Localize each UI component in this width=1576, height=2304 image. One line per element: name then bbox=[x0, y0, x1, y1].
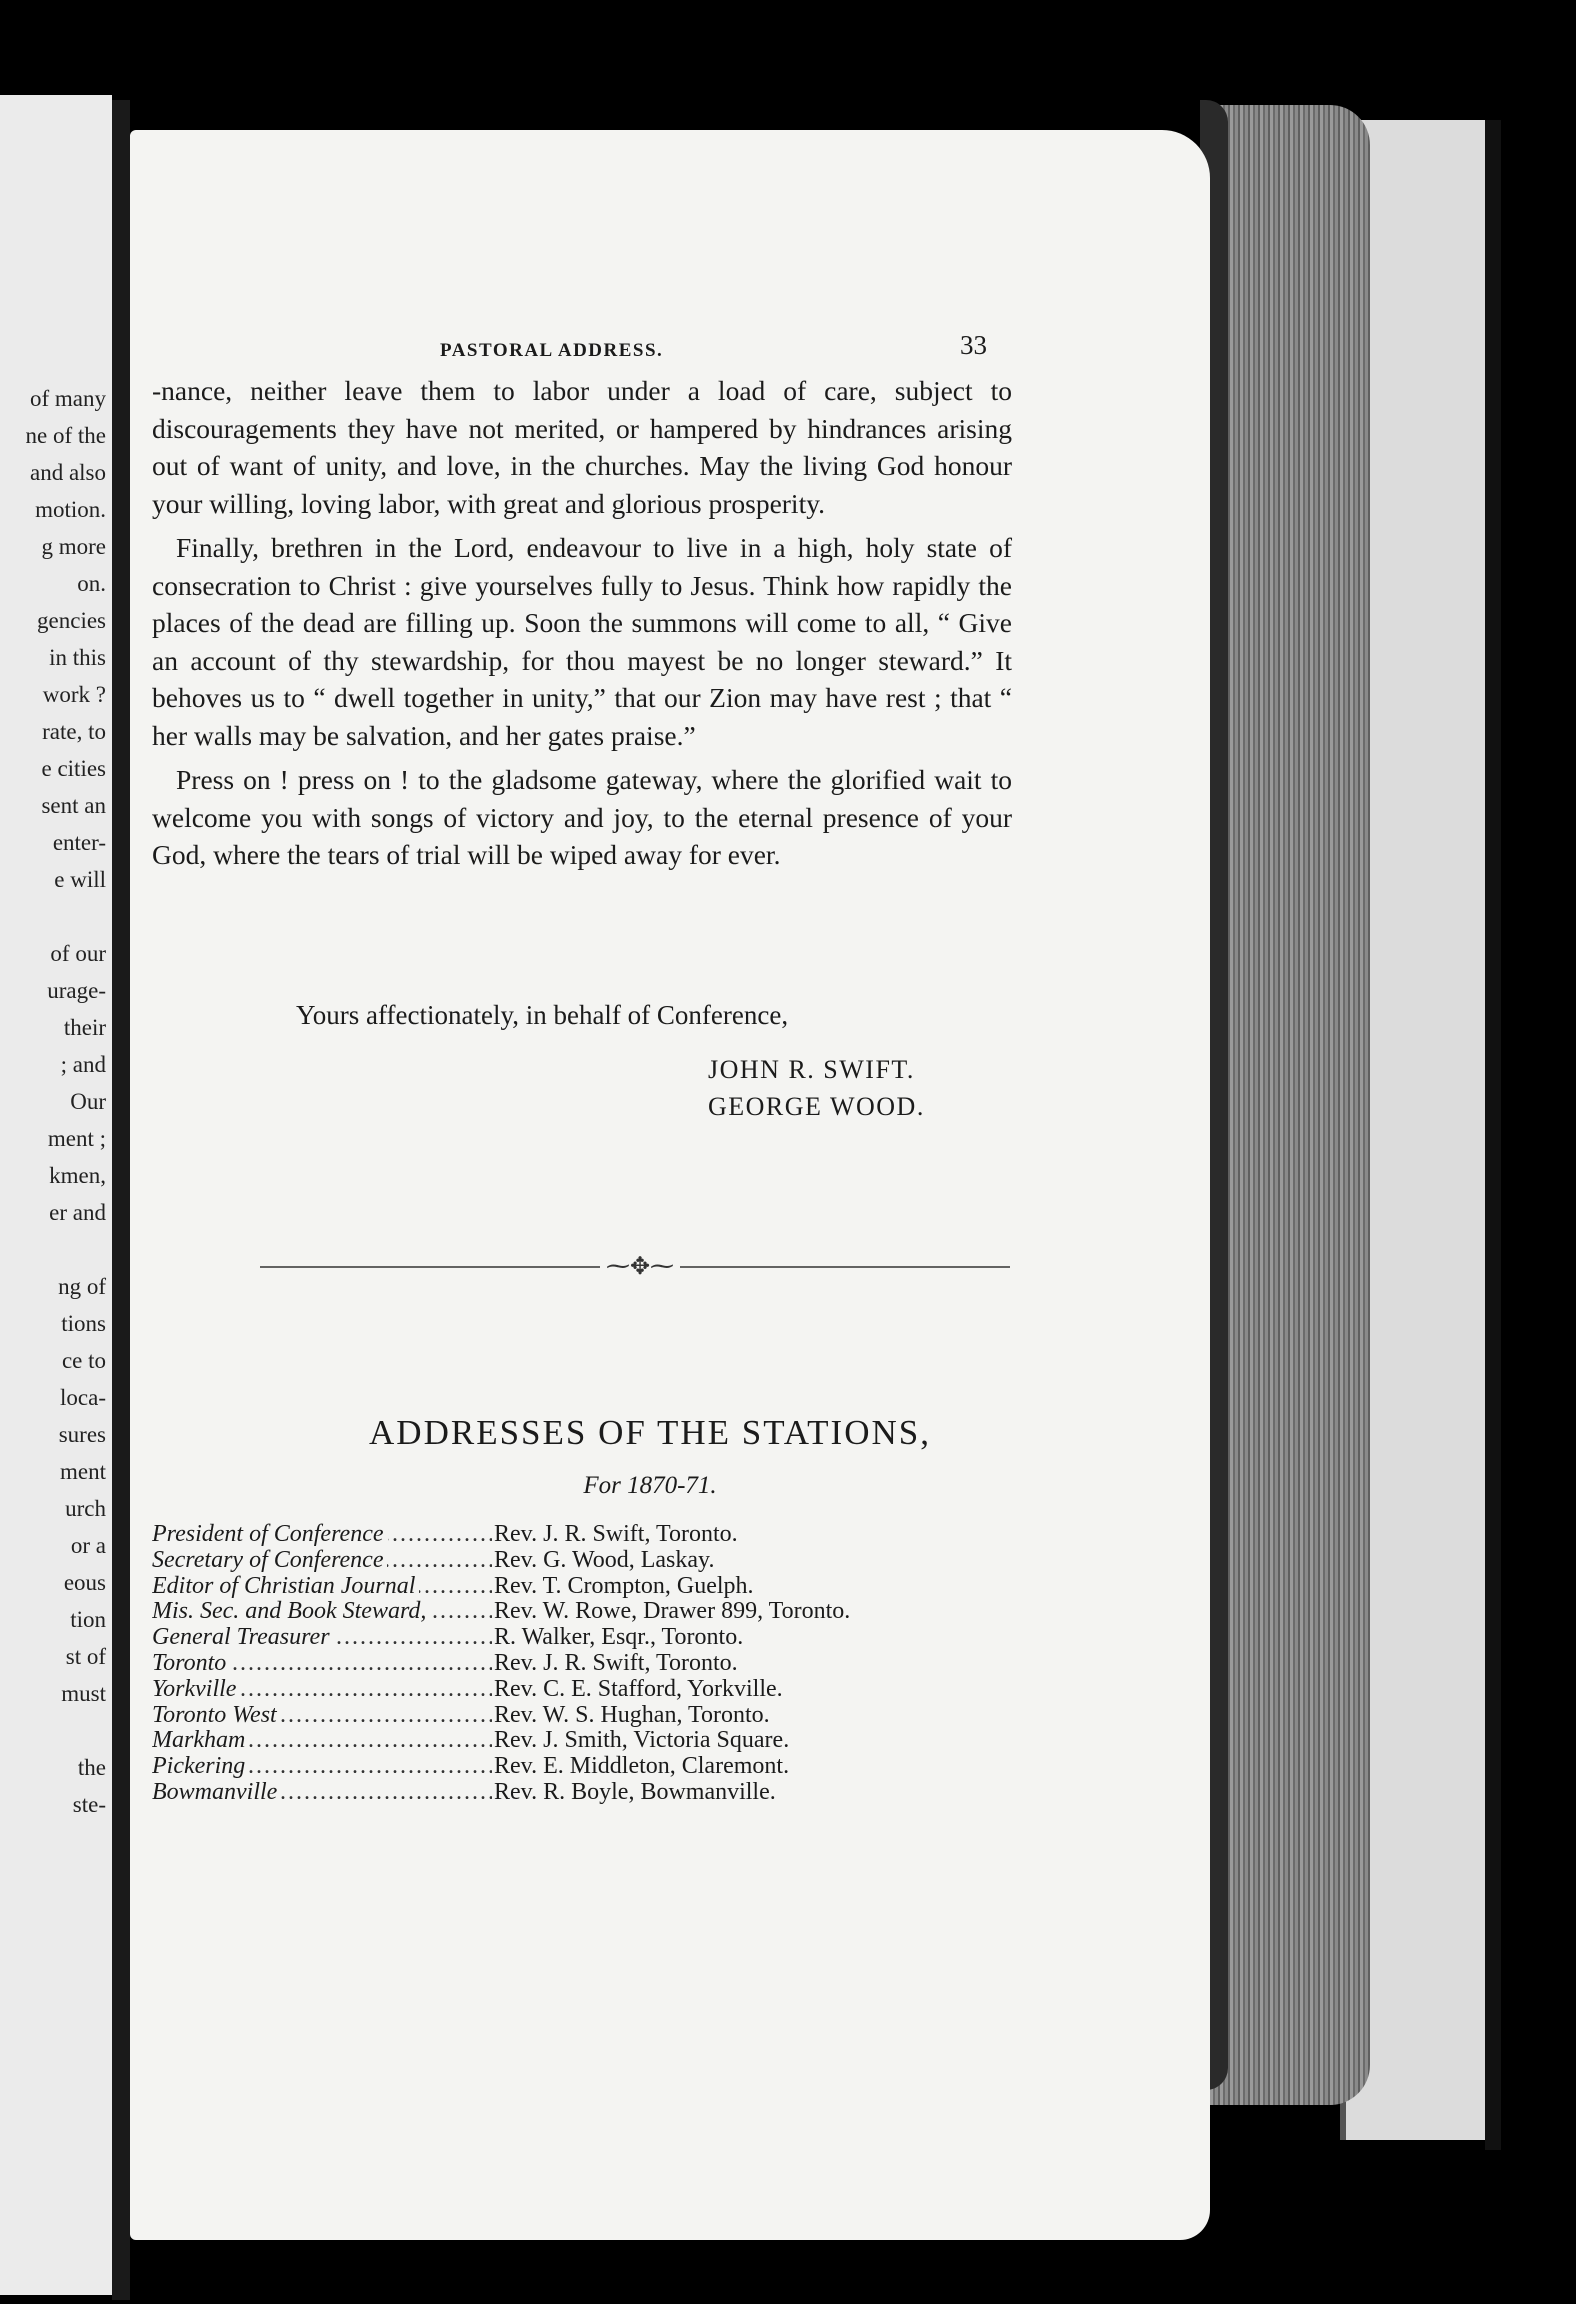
station-role-label: Secretary of Conference bbox=[152, 1548, 387, 1573]
station-role-label: Markham bbox=[152, 1728, 249, 1753]
signature-name: GEORGE WOOD. bbox=[708, 1092, 925, 1121]
station-role bbox=[152, 1703, 492, 1729]
cover-shadow bbox=[1485, 120, 1501, 2150]
station-role bbox=[152, 1625, 492, 1651]
address-body bbox=[152, 372, 1012, 874]
station-role bbox=[152, 1677, 492, 1703]
right-page bbox=[130, 130, 1210, 2240]
station-role-label: President of Conference bbox=[152, 1522, 388, 1547]
left-page-fragment-line: kmen, bbox=[49, 1163, 106, 1188]
section-title: ADDRESSES OF THE STATIONS, bbox=[369, 1413, 931, 1452]
page-number: 33 bbox=[960, 330, 987, 360]
station-row bbox=[152, 1780, 1052, 1806]
station-role-label: Mis. Sec. and Book Steward, bbox=[152, 1599, 430, 1624]
station-row bbox=[152, 1625, 1052, 1651]
left-page-fragment-line: Our bbox=[70, 1089, 106, 1114]
left-page-fragment-line: ng of bbox=[58, 1274, 106, 1299]
running-head: PASTORAL ADDRESS. bbox=[440, 340, 664, 361]
station-role bbox=[152, 1651, 492, 1677]
station-minister: Rev. G. Wood, Laskay. bbox=[494, 1546, 715, 1573]
station-role bbox=[152, 1754, 492, 1780]
station-role bbox=[152, 1548, 492, 1574]
station-minister: Rev. T. Crompton, Guelph. bbox=[494, 1572, 754, 1599]
left-page-text-fragments bbox=[26, 380, 106, 1823]
station-row bbox=[152, 1574, 1052, 1600]
left-page-fragment-line: or a bbox=[70, 1533, 106, 1558]
left-page-fragment-line: st of bbox=[65, 1644, 106, 1669]
left-page-fragment-line: eous bbox=[63, 1570, 106, 1595]
left-page-fragment-line: in this bbox=[49, 645, 106, 670]
station-row bbox=[152, 1677, 1052, 1703]
station-minister: Rev. W. S. Hughan, Toronto. bbox=[494, 1701, 770, 1728]
station-role-label: Toronto West bbox=[152, 1703, 281, 1728]
left-page-fragment-line bbox=[26, 1712, 106, 1749]
station-minister: R. Walker, Esqr., Toronto. bbox=[494, 1624, 744, 1651]
station-row bbox=[152, 1754, 1052, 1780]
station-role-label: General Treasurer bbox=[152, 1625, 334, 1650]
left-page-fragment-line: of many bbox=[29, 386, 106, 411]
left-page-fragment-line: urch bbox=[65, 1496, 106, 1521]
station-row bbox=[152, 1548, 1052, 1574]
page-edges bbox=[1205, 105, 1370, 2105]
left-page-fragment-line: of our bbox=[50, 941, 106, 966]
paragraph: Finally, brethren in the Lord, endeavour to live in a high, holy state of consecration to Christ : give yourselves fully to Jesus. Think how rapidly the places of the dead are filling up. Soon the summons will come to all, “ Give an account of thy stewardship, for thou mayest be no longer steward.” It behoves us to “ dwell together in unity,” that our Zion may have rest ; that “ her walls may be salvation, and her gates praise.” bbox=[152, 532, 1012, 751]
station-minister: Rev. W. Rowe, Drawer 899, Toronto. bbox=[494, 1598, 851, 1625]
left-page-fragment-line: rate, to bbox=[42, 719, 106, 744]
station-row bbox=[152, 1703, 1052, 1729]
closing-line: Yours affectionately, in behalf of Conference, bbox=[296, 1000, 789, 1030]
station-role-label: Pickering bbox=[152, 1754, 249, 1779]
ornamental-divider bbox=[230, 1252, 1050, 1282]
left-page-fragment-line: ; and bbox=[60, 1052, 106, 1077]
station-minister: Rev. J. Smith, Victoria Square. bbox=[494, 1727, 790, 1754]
section-subtitle: For 1870-71. bbox=[583, 1472, 717, 1499]
station-role-label: Bowmanville bbox=[152, 1780, 281, 1805]
page-header bbox=[130, 330, 1210, 370]
left-page-fragment-line: loca- bbox=[60, 1385, 106, 1410]
station-row bbox=[152, 1728, 1052, 1754]
left-page-fragment-line: the bbox=[77, 1755, 106, 1780]
left-page-fragment-line: on. bbox=[77, 571, 106, 596]
book-gutter bbox=[112, 100, 130, 2300]
left-page-fragment-line: tions bbox=[61, 1311, 106, 1336]
left-page-fragment-line: their bbox=[63, 1015, 106, 1040]
station-role bbox=[152, 1574, 492, 1600]
station-minister: Rev. R. Boyle, Bowmanville. bbox=[494, 1778, 776, 1805]
station-row bbox=[152, 1522, 1052, 1548]
left-page-fragment-line: urage- bbox=[47, 978, 106, 1003]
station-role-label: Toronto bbox=[152, 1651, 230, 1676]
left-page-fragment-line: ment ; bbox=[47, 1126, 106, 1151]
station-role bbox=[152, 1599, 492, 1625]
paragraph: Press on ! press on ! to the gladsome gateway, where the glorified wait to welcome you with songs of victory and joy, to the eternal presence of your God, where the tears of trial will be wiped away for ever. bbox=[152, 764, 1012, 870]
stations-list bbox=[152, 1522, 1052, 1806]
left-page-fragment-line bbox=[26, 1231, 106, 1268]
left-page-fragment-line: sent an bbox=[41, 793, 106, 818]
left-page-fragment-line: ne of the bbox=[25, 423, 106, 448]
left-page-fragment-line: e cities bbox=[41, 756, 106, 781]
station-minister: Rev. E. Middleton, Claremont. bbox=[494, 1753, 790, 1780]
left-page-fragment-line: ce to bbox=[61, 1348, 106, 1373]
left-page-fragment-line: gencies bbox=[37, 608, 106, 633]
station-minister: Rev. C. E. Stafford, Yorkville. bbox=[494, 1675, 783, 1702]
left-page-fragment-line: tion bbox=[70, 1607, 106, 1632]
left-page-fragment-line: must bbox=[61, 1681, 106, 1706]
station-role bbox=[152, 1522, 492, 1548]
station-role bbox=[152, 1780, 492, 1806]
left-page-fragment-line: g more bbox=[41, 534, 106, 559]
left-page-fragment-line bbox=[26, 898, 106, 935]
left-page-fragment-line: sures bbox=[58, 1422, 106, 1447]
station-role-label: Editor of Christian Journal bbox=[152, 1574, 419, 1599]
left-page-fragment-line: work ? bbox=[42, 682, 106, 707]
station-role bbox=[152, 1728, 492, 1754]
left-page-fragment-line: enter- bbox=[52, 830, 106, 855]
station-role-label: Yorkville bbox=[152, 1677, 240, 1702]
paragraph: -nance, neither leave them to labor under a load of care, subject to discouragements they have not merited, or hampered by hindrances arising out of want of unity, and love, in the churches. May the living God honour your willing, loving labor, with great and glorious prosperity. bbox=[152, 375, 1012, 519]
left-page-fragment-line: er and bbox=[49, 1200, 106, 1225]
left-page-fragment-line: e will bbox=[54, 867, 106, 892]
divider-flourish: ⁓✥⁓ bbox=[605, 1252, 675, 1280]
left-page-fragment-line: motion. bbox=[35, 497, 106, 522]
station-row bbox=[152, 1599, 1052, 1625]
left-page-fragment-line: ment bbox=[60, 1459, 106, 1484]
signature-name: JOHN R. SWIFT. bbox=[708, 1055, 915, 1084]
left-page-fragment bbox=[0, 95, 112, 2295]
station-minister: Rev. J. R. Swift, Toronto. bbox=[494, 1649, 738, 1676]
station-row bbox=[152, 1651, 1052, 1677]
left-page-fragment-line: ste- bbox=[72, 1792, 106, 1817]
left-page-fragment-line: and also bbox=[29, 460, 106, 485]
station-minister: Rev. J. R. Swift, Toronto. bbox=[494, 1521, 738, 1547]
